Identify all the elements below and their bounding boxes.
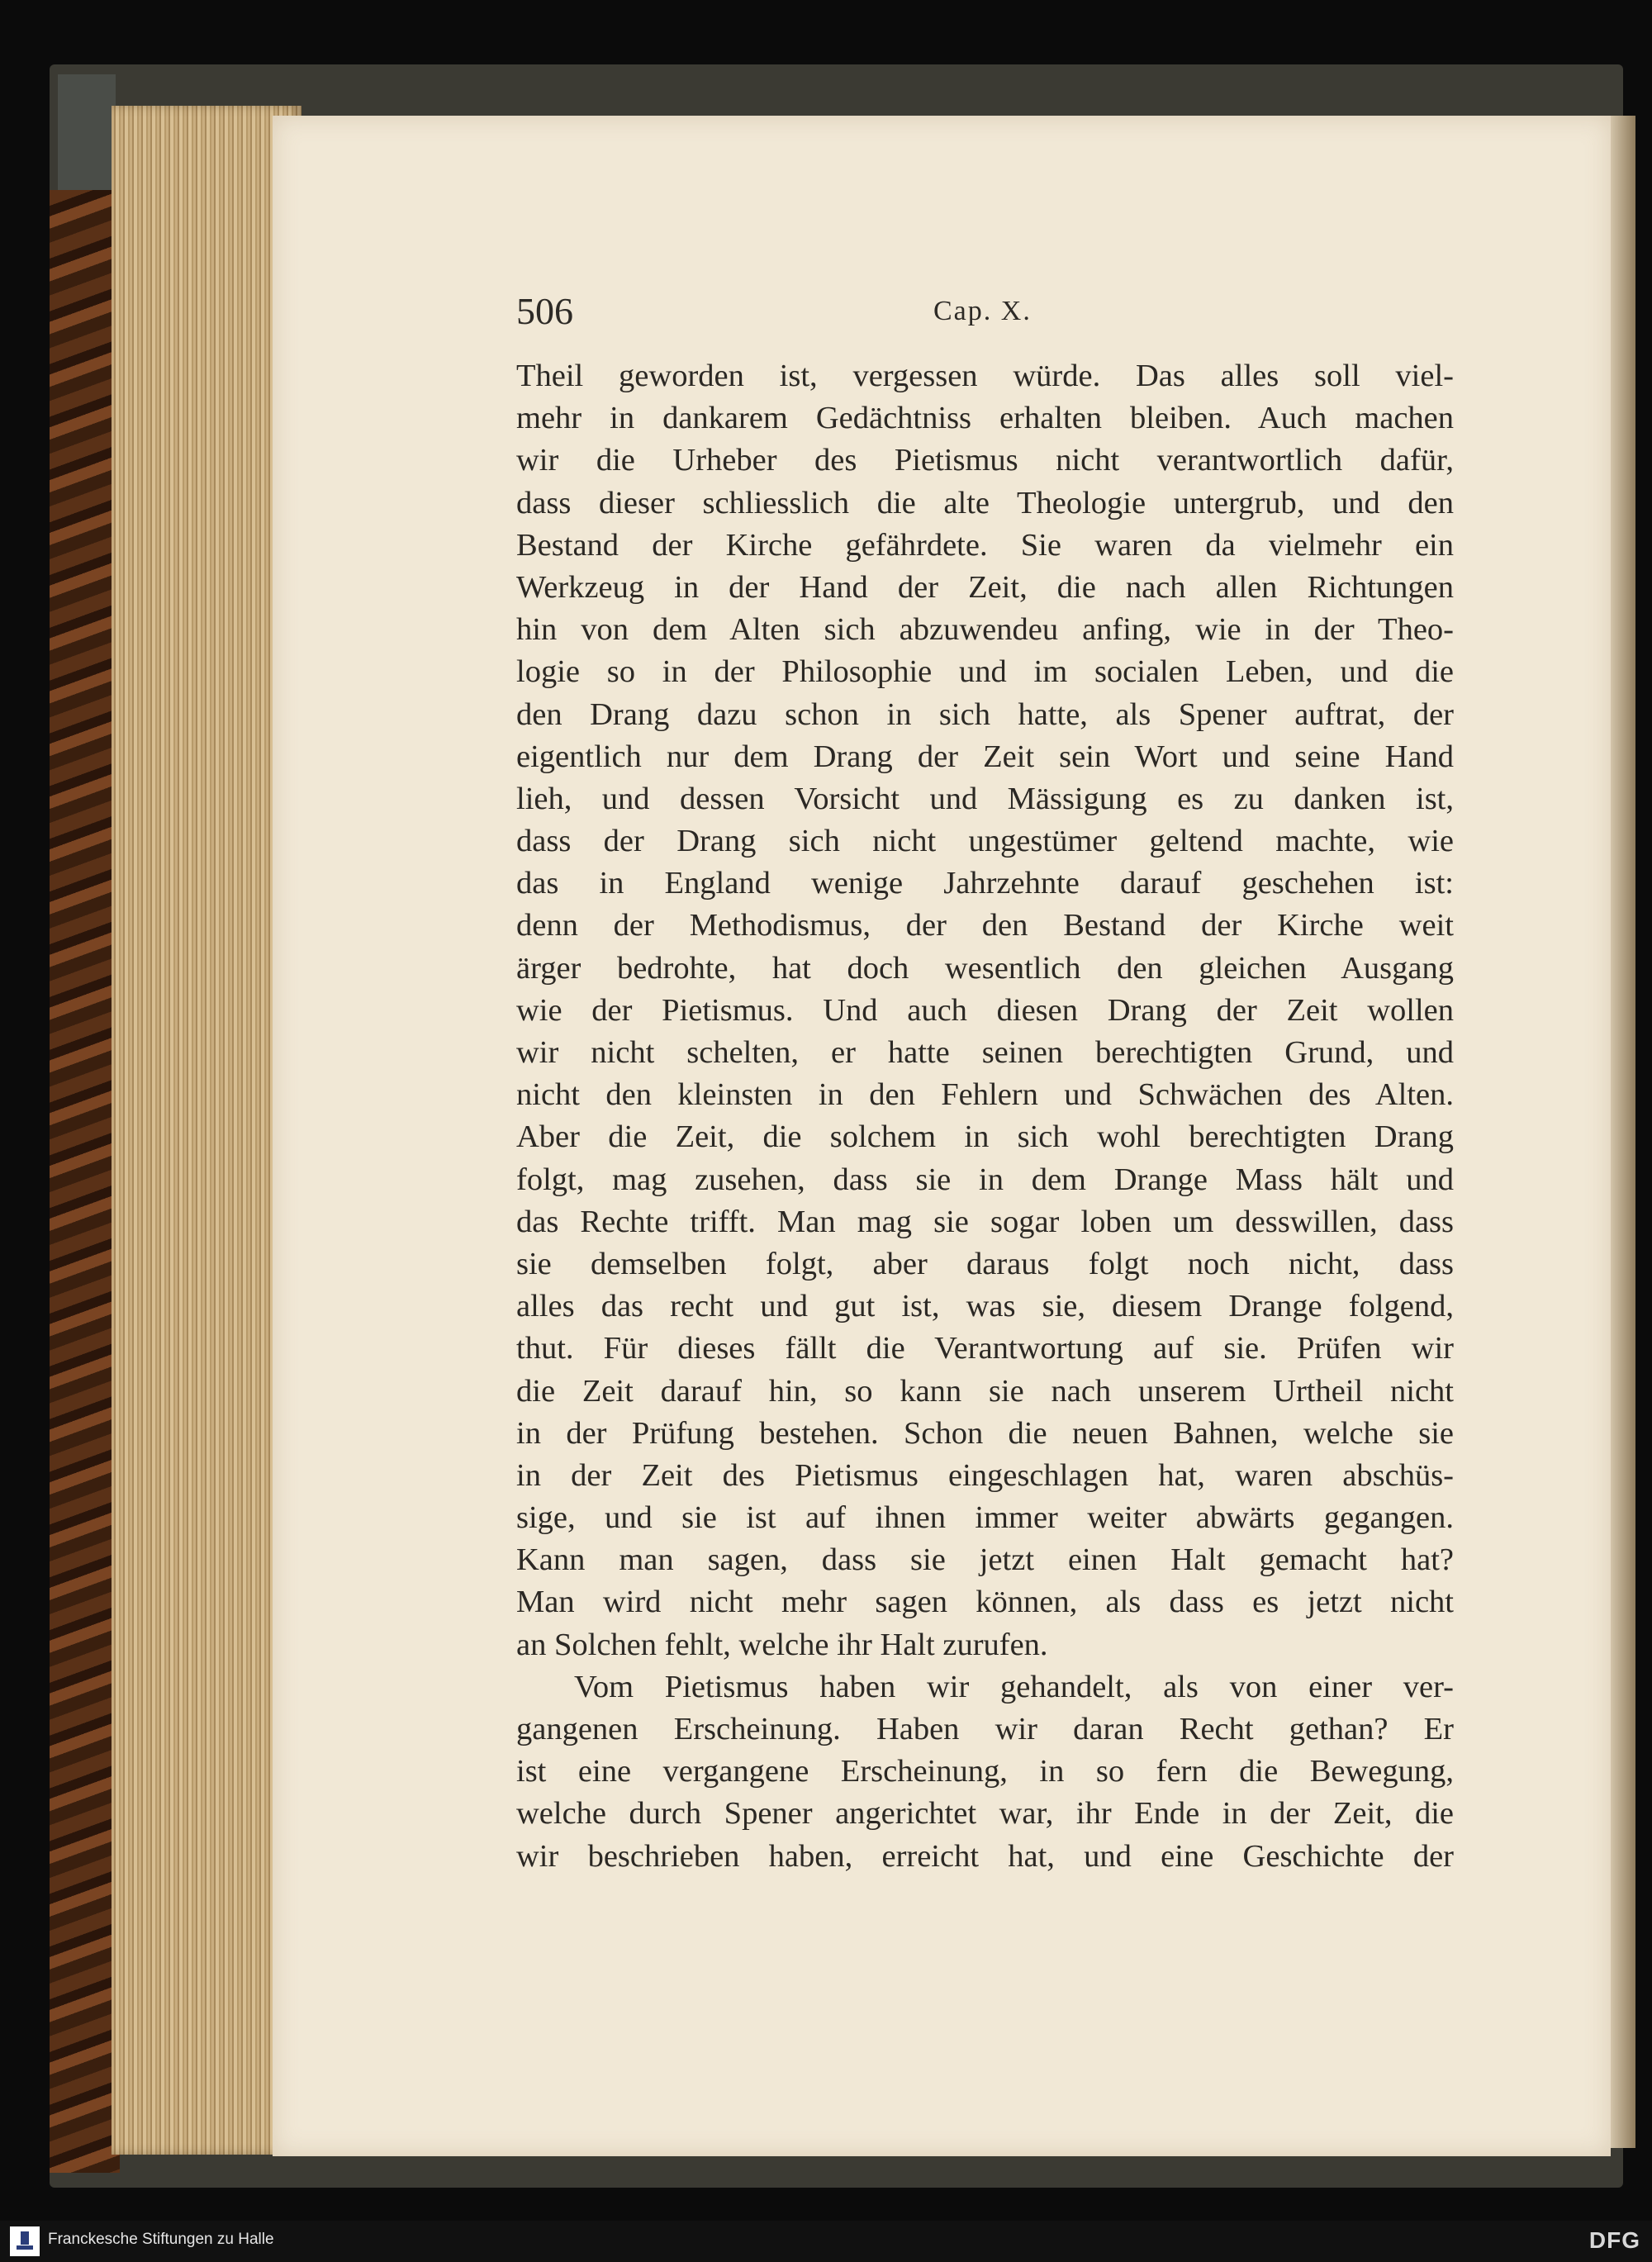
viewer-footer bbox=[0, 2221, 1652, 2262]
text-line: an Solchen fehlt, welche ihr Halt zurufen. bbox=[516, 1627, 1048, 1662]
text-line: logie so in der Philosophie und im socialen Leben, und die bbox=[516, 654, 1454, 690]
text-line: denn der Methodismus, der den Bestand der Kirche weit bbox=[516, 908, 1454, 943]
page-header bbox=[516, 289, 1454, 339]
text-line: den Drang dazu schon in sich hatte, als Spener auftrat, der bbox=[516, 696, 1454, 732]
text-line: wie der Pietismus. Und auch diesen Drang der Zeit wollen bbox=[516, 992, 1454, 1028]
page-number: 506 bbox=[516, 290, 573, 332]
text-line: nicht den kleinsten in den Fehlern und Schwächen des Alten. bbox=[516, 1077, 1454, 1113]
text-line: Vom Pietismus haben wir gehandelt, als von einer ver- bbox=[574, 1669, 1454, 1704]
text-line: eigentlich nur dem Drang der Zeit sein Wort und seine Hand bbox=[516, 739, 1454, 774]
text-line: hin von dem Alten sich abzuwendeu anfing, wie in der Theo- bbox=[516, 612, 1454, 648]
text-line: Aber die Zeit, die solchem in sich wohl berechtigten Drang bbox=[516, 1119, 1454, 1155]
running-head: Cap. X. bbox=[933, 296, 1032, 326]
text-line: sige, und sie ist auf ihnen immer weiter abwärts gegangen. bbox=[516, 1500, 1454, 1536]
book-spine-cloth bbox=[58, 74, 116, 198]
text-line: folgt, mag zusehen, dass sie in dem Drange Mass hält und bbox=[516, 1162, 1454, 1197]
text-line: gangenen Erscheinung. Haben wir daran Recht gethan? Er bbox=[516, 1712, 1454, 1746]
text-line: das in England wenige Jahrzehnte darauf geschehen ist: bbox=[516, 866, 1454, 901]
text-line: dass der Drang sich nicht ungestümer geltend machte, wie bbox=[516, 824, 1454, 859]
dfg-logo: DFG bbox=[1588, 2227, 1640, 2253]
text-line: Man wird nicht mehr sagen können, als dass es jetzt nicht bbox=[516, 1585, 1454, 1620]
text-line: die Zeit darauf hin, so kann sie nach unserem Urtheil nicht bbox=[516, 1373, 1454, 1409]
institution-label: Franckesche Stiftungen zu Halle bbox=[48, 2231, 274, 2248]
text-line: wir beschrieben haben, erreicht hat, und eine Geschichte der bbox=[516, 1838, 1454, 1874]
text-line: Bestand der Kirche gefährdete. Sie waren da vielmehr ein bbox=[516, 527, 1454, 563]
text-line: in der Zeit des Pietismus eingeschlagen hat, waren abschüs- bbox=[516, 1457, 1454, 1493]
text-line: Theil geworden ist, vergessen würde. Das alles soll viel- bbox=[516, 359, 1454, 393]
text-line: dass dieser schliesslich die alte Theologie untergrub, und den bbox=[516, 485, 1454, 520]
text-line: sie demselben folgt, aber daraus folgt noch nicht, dass bbox=[516, 1246, 1454, 1281]
text-line: Kann man sagen, dass sie jetzt einen Halt gemacht hat? bbox=[516, 1542, 1454, 1578]
text-line: wir nicht schelten, er hatte seinen berechtigten Grund, und bbox=[516, 1035, 1454, 1070]
text-line: welche durch Spener angerichtet war, ihr Ende in der Zeit, die bbox=[516, 1796, 1454, 1832]
book-spine-marbled bbox=[50, 190, 120, 2173]
institution-logo-icon bbox=[10, 2226, 40, 2256]
text-line: mehr in dankarem Gedächtniss erhalten bleiben. Auch machen bbox=[516, 401, 1454, 436]
text-line: ärger bedrohte, hat doch wesentlich den gleichen Ausgang bbox=[516, 950, 1454, 986]
text-line: alles das recht und gut ist, was sie, diesem Drange folgend, bbox=[516, 1289, 1454, 1324]
text-line: ist eine vergangene Erscheinung, in so fern die Bewegung, bbox=[516, 1754, 1454, 1789]
text-line: in der Prüfung bestehen. Schon die neuen Bahnen, welche sie bbox=[516, 1415, 1454, 1451]
text-line: wir die Urheber des Pietismus nicht verantwortlich dafür, bbox=[516, 443, 1454, 478]
text-line: Werkzeug in der Hand der Zeit, die nach allen Richtungen bbox=[516, 569, 1454, 605]
text-line: thut. Für dieses fällt die Verantwortung auf sie. Prüfen wir bbox=[516, 1331, 1454, 1366]
text-line: lieh, und dessen Vorsicht und Mässigung es zu danken ist, bbox=[516, 781, 1454, 816]
body-text bbox=[516, 355, 1454, 1878]
text-line: das Rechte trifft. Man mag sie sogar loben um desswillen, dass bbox=[516, 1204, 1454, 1239]
